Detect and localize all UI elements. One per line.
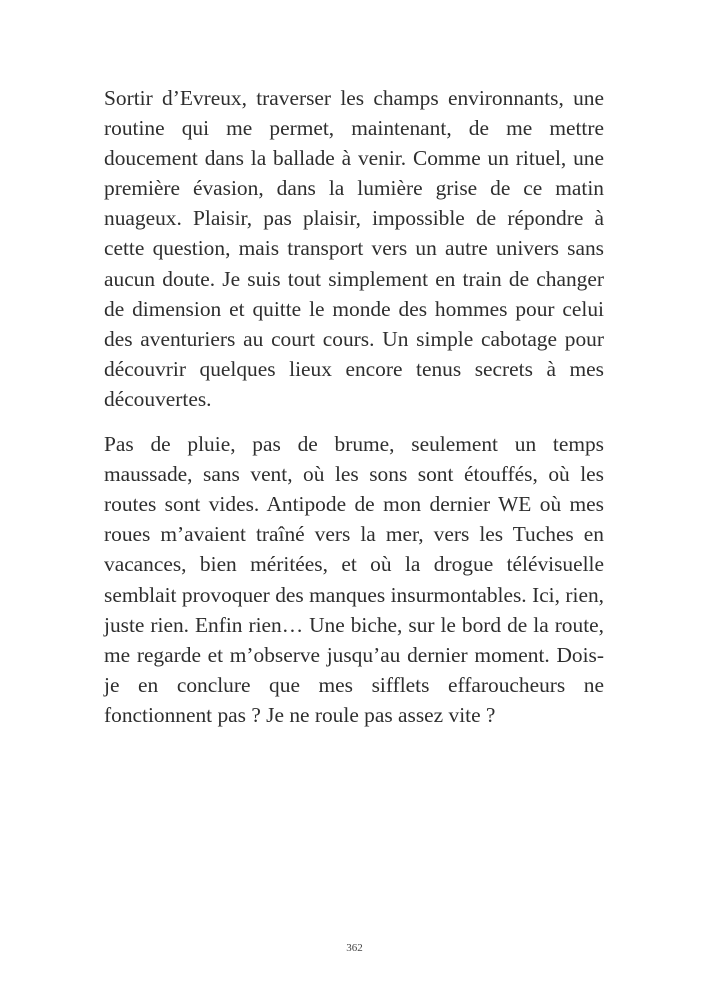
- page-number: 362: [346, 942, 363, 954]
- paragraph-2: Pas de pluie, pas de brume, seulement un temps maussade, sans vent, où les sons sont étouffés, où les routes sont vides. Antipode de mon dernier WE où mes roues m’avaient traîné vers la mer, vers les Tuches en vacances, bien méritées, et où la drogue télévisuelle semblait provoquer des manques insurmontables. Ici, rien, juste rien. Enfin rien… Une biche, sur le bord de la route, me regarde et m’observe jusqu’au dernier moment. Dois-je en conclure que mes sifflets effaroucheurs ne fonctionnent pas ? Je ne roule pas assez vite ?: [104, 432, 604, 727]
- body-text: [104, 83, 604, 730]
- paragraph-1: Sortir d’Evreux, traverser les champs environnants, une routine qui me permet, maintenant, de me mettre doucement dans la ballade à venir. Comme un rituel, une première évasion, dans la lumière grise de ce matin nuageux. Plaisir, pas plaisir, impossible de répondre à cette question, mais transport vers un autre univers sans aucun doute. Je suis tout simplement en train de changer de dimension et quitte le monde des hommes pour celui des aventuriers au court cours. Un simple cabotage pour découvrir quelques lieux encore tenus secrets à mes découvertes.: [104, 86, 604, 411]
